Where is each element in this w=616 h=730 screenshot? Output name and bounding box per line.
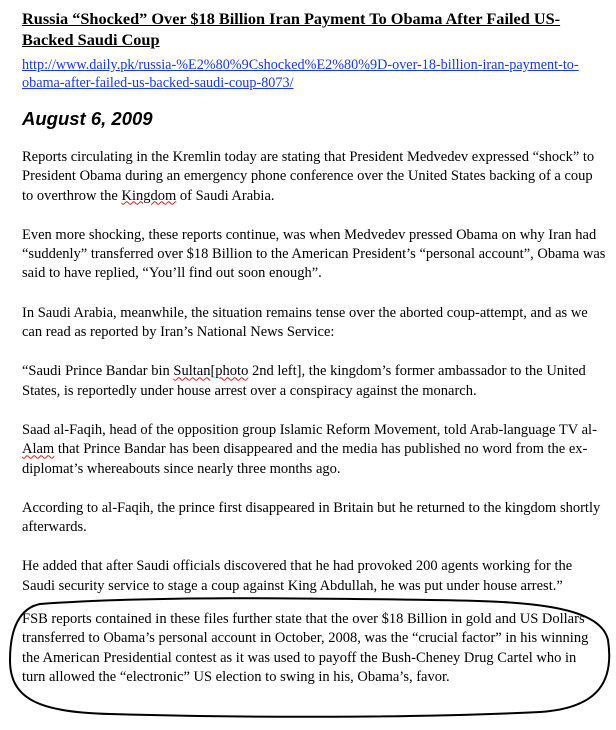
spellcheck-word: Kingdom xyxy=(121,187,177,204)
paragraph-7: He added that after Saudi officials discovered that he had provoked 200 agents working for the Saudi security service to stage a coup against King Abdullah, he was put under house arrest.” xyxy=(22,558,573,594)
paragraph-3: In Saudi Arabia, meanwhile, the situation remains tense over the aborted coup-attempt, and as we can read as reported by Iran’s National News Service: xyxy=(22,304,588,341)
article-title: Russia “Shocked” Over $18 Billion Iran Payment To Obama After Failed US-Backed Saudi Coup xyxy=(22,9,561,49)
paragraph-2: Even more shocking, these reports continue, was when Medvedev pressed Obama on why Iran had “suddenly” transferred over $18 Billion to the American President’s “personal account”, Obama was said to have replied, “You’ll find out soon enough”. xyxy=(22,226,606,282)
document-page xyxy=(22,8,606,596)
spellcheck-word: Sultan[photo xyxy=(173,363,249,380)
circled-paragraph: FSB reports contained in these files further state that the over $18 Billion in gold and US Dollars transferred to Obama’s personal account in October, 2008, was the “crucial factor” in his winning the American Presidential contest as it was used to payoff the Bush-Cheney Drug Cartel who in turn allowed the “electronic” US election to swing in his, Obama’s, favor. xyxy=(22,611,589,685)
article-date: August 6, 2009 xyxy=(22,108,153,129)
spellcheck-word: Alam xyxy=(22,441,55,458)
paragraph-6: According to al-Faqih, the prince first disappeared in Britain but he returned to the kingdom shortly afterwards. xyxy=(22,499,601,536)
paragraph-1: Reports circulating in the Kremlin today are stating that President Medvedev expressed “shock” to President Obama during an emergency phone conference over the United States backing of a coup to overthrow the Kingdom of Saudi Arabia. xyxy=(22,149,595,204)
paragraph-5: Saad al-Faqih, head of the opposition group Islamic Reform Movement, told Arab-language TV al-Alam that Prince Bandar has been disappeared and the media has published no word from the ex-diplomat’s whereabouts since nearly three months ago. xyxy=(22,421,597,477)
paragraph-4: “Saudi Prince Bandar bin Sultan[photo 2nd left], the kingdom’s former ambassador to the United States, is reportedly under house arrest over a conspiracy against the monarch. xyxy=(22,363,586,399)
source-link[interactable]: http://www.daily.pk/russia-%E2%80%9Cshocked%E2%80%9D-over-18-billion-iran-payment-to-obama-after-failed-us-backed-saudi-coup-8073/ xyxy=(22,57,579,91)
